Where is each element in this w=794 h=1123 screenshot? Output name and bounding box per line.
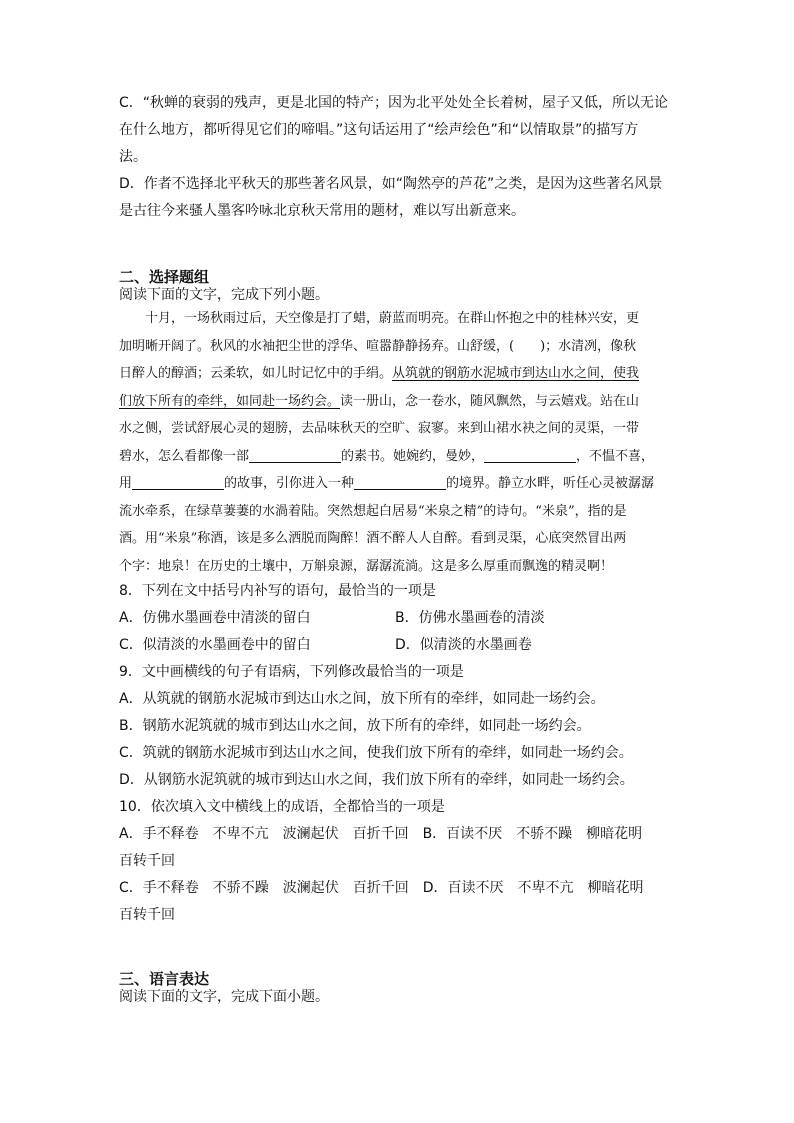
section-2-instruction: 阅读下面的文字，完成下列小题。	[119, 287, 329, 303]
section-3-title: 三、语言表达	[119, 970, 210, 988]
passage-line	[119, 388, 684, 416]
passage-text: 用	[119, 476, 133, 491]
option-d-line-1: D．作者不选择北平秋天的那些著名风景，如“陶然亭的芦花”之类，是因为这些著名风景	[119, 176, 663, 192]
passage-line: 加明晰开阔了。秋风的水袖把尘世的浮华、喧嚣静静扬弃。山舒缓，( )；水清冽，像秋	[119, 338, 637, 354]
fill-blank-1	[249, 446, 341, 463]
reading-passage	[119, 305, 684, 580]
q9-option-d[interactable]: D．从钢筋水泥筑就的城市到达山水之间，我们放下所有的牵绊，如同赴一场约会。	[119, 772, 634, 788]
q10-options-ab-wrap: 百转千回	[119, 853, 175, 869]
passage-line	[119, 470, 684, 498]
q8-options-row-2	[119, 632, 684, 659]
option-d-line-2: 是古往今来骚人墨客吟咏北京秋天常用的题材，难以写出新意来。	[119, 203, 525, 219]
q9-option-a[interactable]: A．从筑就的钢筋水泥城市到达山水之间，放下所有的牵绊，如同赴一场约会。	[119, 691, 605, 707]
q10-stem: 10．依次填入文中横线上的成语，全都恰当的一项是	[119, 799, 445, 815]
option-c-line-2: 在什么地方，都听得见它们的啼唱。”这句话运用了“绘声绘色”和“以情取景”的描写方	[119, 122, 639, 138]
option-c-line-1: C．“秋蝉的衰弱的残声，更是北国的特产；因为北平处处全长着树，屋子又低，所以无论	[119, 95, 669, 111]
passage-line: 酒。用“米泉”称酒，该是多么洒脱而陶醉！酒不醉人人自醉。看到灵渠，心底突然冒出两	[119, 531, 627, 546]
passage-line: 水之侧，尝试舒展心灵的翅膀，去品味秋天的空旷、寂寥。来到山裙水袂之间的灵渠，一带	[119, 421, 640, 436]
q8-options-row-1	[119, 605, 684, 632]
q8-option-d[interactable]: D．似清淡的水墨画卷	[395, 637, 532, 653]
passage-line: 流水牵系，在绿草萋萋的水渦着陆。突然想起白居易“米泉之精”的诗句。“米泉”，指的是	[119, 503, 627, 519]
fill-blank-4	[354, 473, 446, 490]
underlined-sentence: 从筑就的钢筋水泥城市到达山水之间，使我	[392, 366, 640, 381]
q8-option-a[interactable]: A．仿佛水墨画卷中清淡的留白	[119, 610, 311, 626]
passage-text: 的境界。静立水畔，听任心灵被潺潺	[446, 476, 655, 491]
passage-text: 的故事，引你进入一种	[224, 476, 355, 491]
q10-options-ab[interactable]: A．手不释卷 不卑不亢 波澜起伏 百折千回 B．百读不厌 不骄不躁 柳暗花明	[119, 826, 643, 842]
q10-options-cd-wrap: 百转千回	[119, 907, 175, 923]
q8-option-b[interactable]: B．仿佛水墨画卷的清淡	[395, 610, 545, 626]
passage-line: 个字：地泉！在历史的土壤中，万斛泉源，潺潺流淌。这是多么厚重而飘逸的精灵啊！	[119, 558, 614, 574]
passage-text: 读一册山，念一卷水，随风飘然，与云嬉戏。站在山	[340, 393, 640, 409]
passage-text: 碧水，怎么看都像一部	[119, 448, 250, 464]
fill-blank-2	[484, 446, 576, 463]
passage-text: ，不愠不喜，	[576, 448, 655, 464]
passage-text: 日醉人的醇酒；云柔软，如儿时记忆中的手绢。	[119, 366, 393, 381]
prev-question-options	[119, 90, 684, 225]
q8-stem: 8．下列在文中括号内补写的语句，最恰当的一项是	[119, 583, 436, 599]
passage-line	[119, 443, 684, 471]
q9-stem: 9．文中画横线的句子有语病，下列修改最恰当的一项是	[119, 664, 464, 680]
section-2-header	[119, 268, 684, 304]
underlined-sentence: 们放下所有的牵绊，如同赴一场约会。	[119, 393, 341, 409]
q8-option-c[interactable]: C．似清淡的水墨画卷中的留白	[119, 637, 311, 653]
passage-line	[119, 360, 684, 388]
section-3-instruction: 阅读下面的文字，完成下面小题。	[119, 989, 329, 1005]
passage-line: 十月，一场秋雨过后，天空像是打了蜡，蔚蓝而明亮。在群山怀抱之中的桂林兴安，更	[145, 311, 640, 326]
questions-8-10	[119, 578, 684, 929]
q10-options-cd[interactable]: C．手不释卷 不骄不躁 波澜起伏 百折千回 D．百读不厌 不卑不亢 柳暗花明	[119, 880, 644, 896]
q9-option-b[interactable]: B．钢筋水泥筑就的城市到达山水之间，放下所有的牵绊，如同赴一场约会。	[119, 718, 591, 734]
section-2-title: 二、选择题组	[119, 268, 210, 286]
section-3-header	[119, 970, 684, 1006]
q9-option-c[interactable]: C．筑就的钢筋水泥城市到达山水之间，使我们放下所有的牵绊，如同赴一场约会。	[119, 745, 633, 761]
passage-text: 的素书。她婉约，曼妙，	[341, 448, 485, 464]
option-c-line-3: 法。	[119, 149, 147, 165]
fill-blank-3	[132, 473, 224, 490]
